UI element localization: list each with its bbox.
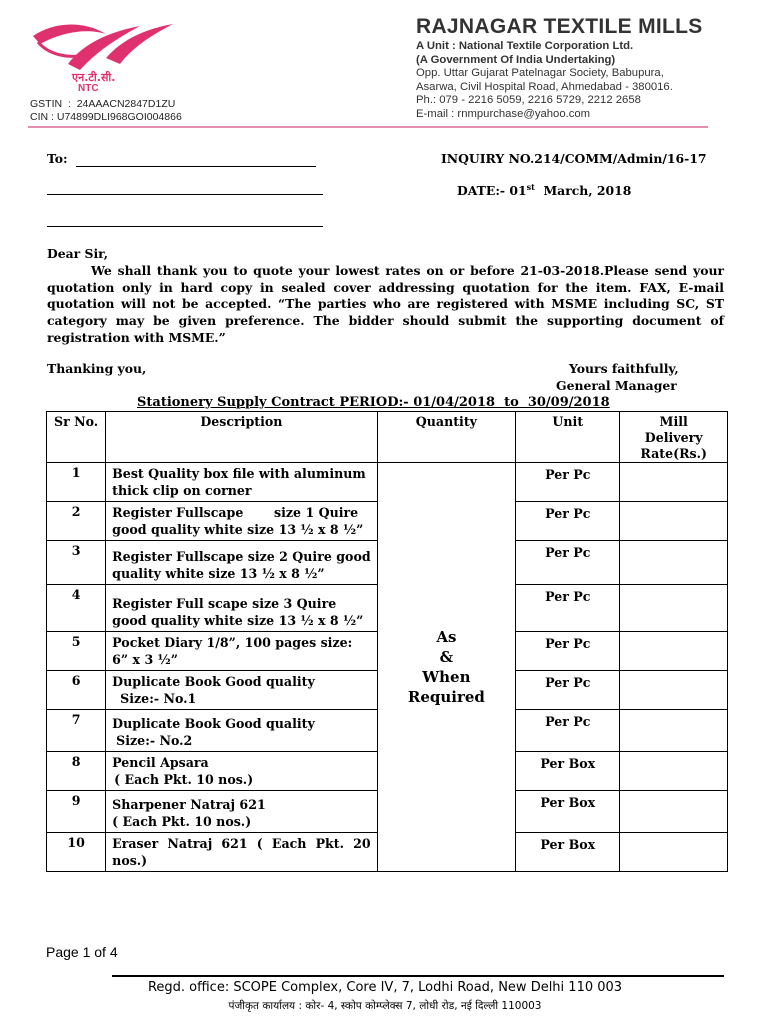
row-description: Pencil Apsara — [112, 755, 209, 770]
to-label: To: — [47, 151, 68, 166]
row-description-size: ( Each Pkt. 10 nos.) — [114, 772, 254, 787]
quantity-line: When — [422, 668, 471, 686]
row-rate — [620, 463, 728, 502]
row-description: Register Full scape size 3 Quire good quality white size 13 ½ x 8 ½” — [106, 585, 377, 632]
date — [457, 182, 631, 198]
cin-label: CIN — [30, 111, 49, 123]
quantity-cell — [377, 463, 516, 872]
row-sr: 4 — [47, 585, 106, 632]
row-rate — [620, 791, 728, 833]
row-rate — [620, 585, 728, 632]
row-sr: 3 — [47, 541, 106, 585]
row-unit: Per Box — [516, 752, 620, 791]
logo-ntc-text: NTC — [78, 83, 99, 94]
date-prefix: DATE:- 01 — [457, 183, 527, 199]
row-description: Duplicate Book Good quality — [112, 674, 315, 689]
row-description-cell — [106, 791, 377, 833]
row-rate — [620, 502, 728, 541]
row-unit: Per Pc — [516, 585, 620, 632]
address-line — [47, 194, 323, 195]
row-unit: Per Pc — [516, 671, 620, 710]
row-description: Register Fullscape size 1 Quire good quality white size 13 ½ x 8 ½” — [106, 502, 377, 541]
row-sr: 2 — [47, 502, 106, 541]
row-sr: 8 — [47, 752, 106, 791]
header-quantity: Quantity — [377, 412, 516, 463]
row-description: Eraser Natraj 621 ( Each Pkt. 20 nos.) — [106, 833, 377, 872]
row-description: Pocket Diary 1/8”, 100 pages size: 6” x 3 ½” — [106, 632, 377, 671]
row-sr: 1 — [47, 463, 106, 502]
quantity-line: As — [436, 628, 457, 646]
company-line: E-mail : rnmpurchase@yahoo.com — [416, 107, 591, 120]
contract-title: Stationery Supply Contract PERIOD:- 01/04/2018 to 30/09/2018 — [137, 395, 610, 410]
letter-paragraph: We shall thank you to quote your lowest rates on or before 21-03-2018.Please send your quotation only in hard copy in sealed cover addressing quotation for the item. FAX, E-mail quotation will not be accepted. “The parties who are registered with MSME including SC, ST category may be given preference. The bidder should submit the supporting document of registration with MSME.” — [47, 262, 724, 345]
header-rate: Mill Delivery Rate(Rs.) — [620, 412, 728, 463]
header-description: Description — [106, 412, 377, 463]
row-description: Duplicate Book Good quality — [112, 716, 315, 731]
company-address — [416, 40, 673, 122]
row-unit: Per Pc — [516, 463, 620, 502]
row-sr: 6 — [47, 671, 106, 710]
company-line: Asarwa, Civil Hospital Road, Ahmedabad - 380016. — [416, 80, 673, 93]
header-sr: Sr No. — [47, 412, 106, 463]
row-rate — [620, 710, 728, 752]
company-line: Ph.: 079 - 2216 5059, 2216 5729, 2212 2658 — [416, 94, 641, 107]
registered-office: Regd. office: SCOPE Complex, Core IV, 7, Lodhi Road, New Delhi 110 003 — [147, 980, 623, 995]
row-description-cell — [106, 752, 377, 791]
to-line — [76, 166, 316, 167]
footer-divider — [112, 975, 724, 977]
row-rate — [620, 833, 728, 872]
company-name: RAJNAGAR TEXTILE MILLS — [416, 15, 703, 38]
gstin-value: 24AAACN2847D1ZU — [76, 98, 176, 110]
registration-ids: GSTIN : 24AAACN2847D1ZU CIN : U74899DLI968GOI004866 — [30, 98, 182, 123]
row-unit: Per Box — [516, 791, 620, 833]
header-unit: Unit — [516, 412, 620, 463]
row-rate — [620, 632, 728, 671]
date-suffix: March, 2018 — [534, 183, 632, 199]
row-description-cell — [106, 710, 377, 752]
row-description-size: ( Each Pkt. 10 nos.) — [112, 814, 252, 829]
row-sr: 9 — [47, 791, 106, 833]
inquiry-number: INQUIRY NO.214/COMM/Admin/16-17 — [441, 151, 707, 166]
row-description: Register Fullscape size 2 Quire good quality white size 13 ½ x 8 ½” — [106, 541, 377, 585]
company-line: Opp. Uttar Gujarat Patelnagar Society, Babupura, — [416, 67, 664, 80]
row-sr: 5 — [47, 632, 106, 671]
registered-office-hindi: पंजीकृत कार्यालय : कोर- 4, स्कोप कोम्प्लेक्स 7, लोधी रोड, नई दिल्ली 110003 — [228, 1000, 542, 1012]
letterhead-divider — [28, 126, 708, 128]
row-unit: Per Box — [516, 833, 620, 872]
designation: General Manager — [556, 378, 677, 393]
row-description-size: Size:- No.2 — [116, 733, 193, 748]
salutation: Dear Sir, — [47, 246, 109, 261]
row-rate — [620, 671, 728, 710]
row-sr: 10 — [47, 833, 106, 872]
row-unit: Per Pc — [516, 710, 620, 752]
letter-body — [47, 246, 724, 347]
gstin-label: GSTIN — [30, 98, 63, 110]
row-description: Best Quality box file with aluminum thick clip on corner — [106, 463, 377, 502]
row-sr: 7 — [47, 710, 106, 752]
thanking-text: Thanking you, — [47, 361, 147, 376]
yours-faithfully: Yours faithfully, — [569, 361, 679, 376]
row-rate — [620, 541, 728, 585]
company-line: A Unit : National Textile Corporation Ltd. — [416, 40, 634, 52]
row-rate — [620, 752, 728, 791]
row-description-cell — [106, 671, 377, 710]
cin-value: U74899DLI968GOI004866 — [56, 111, 182, 123]
quantity-line: & — [439, 648, 454, 666]
logo-hindi-text: एन.टी.सी. — [72, 71, 116, 84]
row-unit: Per Pc — [516, 541, 620, 585]
items-table — [46, 411, 728, 872]
quantity-line: Required — [407, 688, 485, 706]
row-description-size: Size:- No.1 — [120, 691, 197, 706]
company-line: (A Government Of India Undertaking) — [416, 53, 616, 66]
address-line — [47, 226, 323, 227]
page-number: Page 1 of 4 — [46, 944, 118, 960]
row-unit: Per Pc — [516, 502, 620, 541]
date-sup: st — [526, 182, 535, 192]
row-description: Sharpener Natraj 621 — [112, 797, 266, 812]
row-unit: Per Pc — [516, 632, 620, 671]
